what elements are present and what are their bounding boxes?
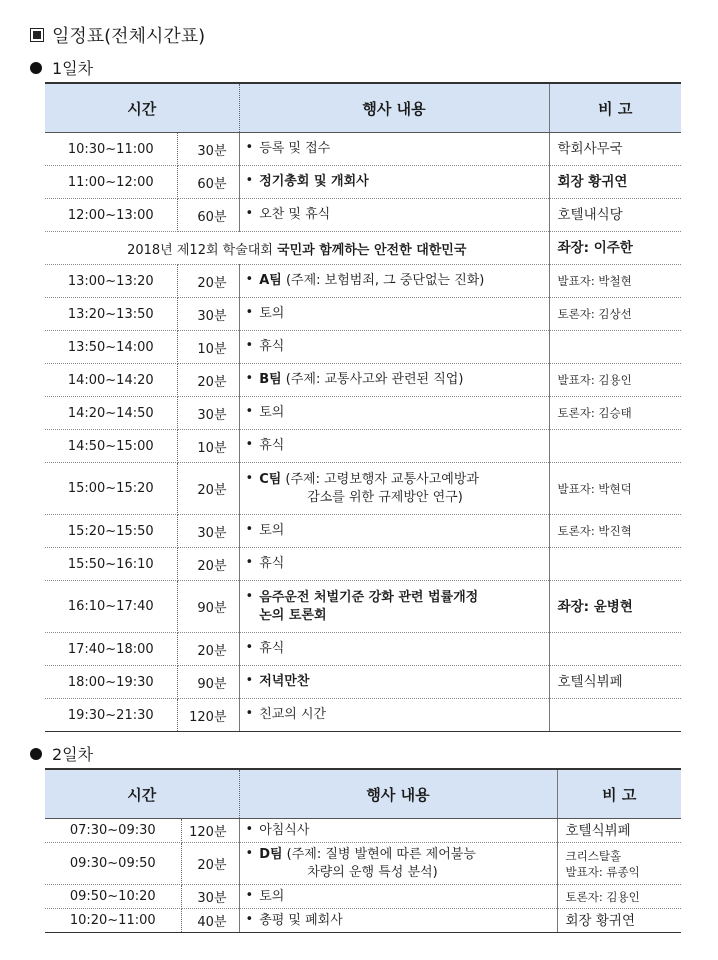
event-line <box>259 912 343 930</box>
schedule-row <box>45 298 681 331</box>
event-content <box>246 888 551 906</box>
note-cell <box>549 666 681 699</box>
note-lines <box>558 306 676 322</box>
note-cell <box>549 199 681 232</box>
event-content <box>246 404 543 422</box>
event-cell <box>239 397 549 430</box>
event-content <box>246 140 543 158</box>
event-lines <box>259 437 284 455</box>
day1-label: 1일차 <box>52 59 94 78</box>
duration-cell: 120분 <box>181 819 239 843</box>
event-text: (주제: 고령보행자 교통사고예방과 <box>281 471 479 487</box>
event-cell <box>239 364 549 397</box>
bullet-icon: • <box>245 640 254 655</box>
schedule-row <box>45 364 681 397</box>
duration-cell: 20분 <box>177 463 239 515</box>
event-lines <box>259 912 343 930</box>
note-lines <box>558 599 676 615</box>
note-cell <box>549 581 681 633</box>
bullet-icon: • <box>245 821 254 837</box>
square-bullet-icon <box>30 28 44 42</box>
note-text: 토론자: 김승태 <box>557 406 632 420</box>
note-cell <box>557 819 681 843</box>
note-cell <box>549 430 681 463</box>
duration-cell: 20분 <box>177 364 239 397</box>
bullet-icon: • <box>245 173 254 188</box>
time-cell: 14:20~14:50 <box>45 397 177 430</box>
duration-cell: 20분 <box>177 633 239 666</box>
event-content <box>246 371 543 389</box>
event-line <box>259 437 284 455</box>
event-lines <box>259 371 463 389</box>
event-cell <box>239 581 549 633</box>
day2-heading <box>30 742 93 765</box>
bullet-icon: • <box>245 911 254 927</box>
duration-cell: 30분 <box>177 515 239 548</box>
event-cell <box>239 666 549 699</box>
note-cell <box>549 699 681 732</box>
event-line <box>259 846 476 864</box>
event-content <box>246 305 543 323</box>
session-title-theme: 국민과 함께하는 안전한 대한민국 <box>277 242 467 258</box>
event-lines <box>259 846 476 882</box>
event-text: 아침식사 <box>259 822 310 838</box>
bullet-icon: • <box>245 522 254 537</box>
time-cell: 10:20~11:00 <box>45 909 181 933</box>
event-content <box>246 912 551 930</box>
event-content <box>246 338 543 356</box>
event-line <box>259 471 479 489</box>
team-label: D팀 <box>259 846 283 862</box>
event-lines <box>259 589 478 625</box>
event-cell <box>239 430 549 463</box>
event-lines <box>259 140 330 158</box>
event-content <box>246 272 543 290</box>
note-cell <box>549 397 681 430</box>
note-lines <box>566 823 676 839</box>
note-lines <box>558 141 676 157</box>
note-text: 회장 황귀연 <box>557 174 628 190</box>
duration-cell: 30분 <box>177 133 239 166</box>
note-lines <box>558 240 676 256</box>
time-cell: 18:00~19:30 <box>45 666 177 699</box>
time-cell: 14:00~14:20 <box>45 364 177 397</box>
time-cell: 17:40~18:00 <box>45 633 177 666</box>
event-lines <box>259 305 284 323</box>
note-lines <box>566 913 676 929</box>
event-line <box>259 272 484 290</box>
event-content <box>246 471 543 507</box>
note-text: 발표자: 박현덕 <box>557 481 632 496</box>
header-event: 행사 내용 <box>239 83 549 133</box>
duration-cell: 40분 <box>181 909 239 933</box>
event-text: 정기총회 및 개회사 <box>259 174 369 189</box>
team-label: A팀 <box>259 273 282 288</box>
bullet-icon: • <box>245 437 254 452</box>
note-text: 좌장: 이주한 <box>557 240 633 256</box>
note-cell <box>549 331 681 364</box>
duration-cell: 10분 <box>177 430 239 463</box>
event-text: (주제: 보험범죄, 그 중단없는 진화) <box>281 273 485 288</box>
event-text: 음주운전 처벌기준 강화 관련 법률개정 <box>259 589 479 605</box>
event-lines <box>259 706 326 724</box>
note-text: 토론자: 김상선 <box>557 307 632 321</box>
schedule-row <box>45 232 681 265</box>
duration-cell: 60분 <box>177 199 239 232</box>
event-content <box>246 206 543 224</box>
event-line <box>259 888 284 906</box>
header-note: 비 고 <box>557 769 681 819</box>
circle-bullet-icon <box>30 62 42 74</box>
note-lines <box>566 848 676 880</box>
event-line <box>259 305 284 323</box>
note-cell <box>549 548 681 581</box>
duration-cell: 90분 <box>177 666 239 699</box>
event-lines <box>259 555 284 573</box>
note-text: 크리스탈홀 <box>565 848 622 863</box>
day1-schedule-table <box>45 82 681 732</box>
note-cell <box>549 515 681 548</box>
event-cell <box>239 885 557 909</box>
event-line <box>259 173 369 191</box>
event-cell <box>239 199 549 232</box>
note-text: 호텔식뷔페 <box>557 674 623 690</box>
day1-heading <box>30 56 93 79</box>
time-cell: 14:50~15:00 <box>45 430 177 463</box>
event-lines <box>259 173 369 191</box>
bullet-icon: • <box>245 371 254 386</box>
day2-schedule-table <box>45 768 681 933</box>
note-lines <box>558 207 676 223</box>
note-lines <box>566 889 676 905</box>
event-lines <box>259 471 479 507</box>
event-cell <box>239 265 549 298</box>
time-cell: 15:50~16:10 <box>45 548 177 581</box>
note-text: 토론자: 김용인 <box>565 889 640 904</box>
bullet-icon: • <box>245 140 254 155</box>
schedule-row <box>45 515 681 548</box>
event-content <box>246 706 543 724</box>
note-text: 회장 황귀연 <box>565 912 636 929</box>
note-lines <box>558 405 676 421</box>
event-lines <box>259 522 284 540</box>
page-title-text: 일정표(전체시간표) <box>52 26 206 47</box>
bullet-icon: • <box>245 470 254 486</box>
event-lines <box>259 338 284 356</box>
time-cell: 09:30~09:50 <box>45 843 181 885</box>
event-text: 토의 <box>259 306 285 321</box>
event-lines <box>259 404 284 422</box>
event-line <box>259 706 326 724</box>
time-cell: 15:20~15:50 <box>45 515 177 548</box>
time-cell: 15:00~15:20 <box>45 463 177 515</box>
event-line <box>259 140 330 158</box>
event-text: 오찬 및 휴식 <box>259 207 331 222</box>
session-title-prefix: 2018년 제12회 학술대회 <box>127 242 278 258</box>
event-content <box>246 522 543 540</box>
note-cell <box>557 843 681 885</box>
event-content <box>246 640 543 658</box>
bullet-icon: • <box>245 588 254 604</box>
header-time: 시간 <box>45 769 239 819</box>
note-lines <box>558 273 676 289</box>
note-lines <box>558 674 676 690</box>
event-line <box>259 555 284 573</box>
schedule-row <box>45 909 681 933</box>
note-cell <box>549 298 681 331</box>
schedule-row <box>45 885 681 909</box>
team-label: C팀 <box>259 471 282 487</box>
time-cell: 13:50~14:00 <box>45 331 177 364</box>
header-time: 시간 <box>45 83 239 133</box>
bullet-icon: • <box>245 673 254 688</box>
bullet-icon: • <box>245 887 254 903</box>
day2-label: 2일차 <box>52 745 94 764</box>
duration-cell: 20분 <box>181 843 239 885</box>
duration-cell: 90분 <box>177 581 239 633</box>
bullet-icon: • <box>245 206 254 221</box>
note-text: 학회사무국 <box>557 141 623 157</box>
bullet-icon: • <box>245 706 254 721</box>
duration-cell: 20분 <box>177 265 239 298</box>
event-line <box>259 673 309 691</box>
note-cell <box>549 133 681 166</box>
event-cell <box>239 331 549 364</box>
note-cell <box>557 909 681 933</box>
note-cell <box>549 633 681 666</box>
schedule-row <box>45 397 681 430</box>
time-cell: 16:10~17:40 <box>45 581 177 633</box>
header-event: 행사 내용 <box>239 769 557 819</box>
event-content <box>246 673 543 691</box>
event-content <box>246 846 551 882</box>
event-content <box>246 822 551 840</box>
time-cell: 19:30~21:30 <box>45 699 177 732</box>
header-note: 비 고 <box>549 83 681 133</box>
event-lines <box>259 888 284 906</box>
page-title <box>30 22 205 48</box>
event-text: 토의 <box>259 405 285 420</box>
event-lines <box>259 206 330 224</box>
schedule-row <box>45 331 681 364</box>
note-cell <box>549 463 681 515</box>
note-cell <box>549 364 681 397</box>
team-label: B팀 <box>259 372 282 387</box>
time-cell: 10:30~11:00 <box>45 133 177 166</box>
duration-cell: 30분 <box>177 298 239 331</box>
event-cell <box>239 819 557 843</box>
event-text: 등록 및 접수 <box>259 141 331 156</box>
event-text: 친교의 시간 <box>259 707 327 722</box>
event-text: (주제: 질병 발현에 따른 제어불능 <box>282 846 476 862</box>
note-text: 좌장: 윤병현 <box>557 598 633 615</box>
circle-bullet-icon <box>30 748 42 760</box>
note-text: 발표자: 박철현 <box>557 274 632 288</box>
duration-cell: 60분 <box>177 166 239 199</box>
note-text-2: 발표자: 류종익 <box>565 864 640 879</box>
note-cell <box>549 232 681 265</box>
schedule-row <box>45 463 681 515</box>
time-cell: 09:50~10:20 <box>45 885 181 909</box>
bullet-icon: • <box>245 272 254 287</box>
event-cell <box>239 298 549 331</box>
event-line-2: 논의 토론회 <box>259 607 327 623</box>
event-text: 토의 <box>259 888 285 904</box>
duration-cell: 30분 <box>181 885 239 909</box>
event-text: 총평 및 폐회사 <box>259 912 343 928</box>
event-lines <box>259 822 309 840</box>
event-line <box>259 522 284 540</box>
bullet-icon: • <box>245 555 254 570</box>
schedule-row <box>45 633 681 666</box>
event-cell <box>239 463 549 515</box>
event-line <box>259 404 284 422</box>
note-text: 호텔식뷔페 <box>565 822 631 839</box>
note-cell <box>557 885 681 909</box>
schedule-row <box>45 133 681 166</box>
time-cell: 13:00~13:20 <box>45 265 177 298</box>
note-cell <box>549 166 681 199</box>
event-cell <box>239 909 557 933</box>
schedule-row <box>45 666 681 699</box>
note-lines <box>558 372 676 388</box>
event-content <box>246 589 543 625</box>
event-cell <box>239 548 549 581</box>
bullet-icon: • <box>245 845 254 861</box>
event-lines <box>259 673 309 691</box>
event-cell <box>239 843 557 885</box>
note-text: 호텔내식당 <box>557 207 623 223</box>
schedule-row <box>45 166 681 199</box>
schedule-row <box>45 699 681 732</box>
time-cell: 12:00~13:00 <box>45 199 177 232</box>
event-text: (주제: 교통사고와 관련된 직업) <box>281 372 464 387</box>
duration-cell: 20분 <box>177 548 239 581</box>
session-title-cell <box>45 232 549 265</box>
schedule-row <box>45 199 681 232</box>
duration-cell: 120분 <box>177 699 239 732</box>
event-lines <box>259 640 284 658</box>
event-text: 토의 <box>259 523 285 538</box>
event-line <box>259 640 284 658</box>
note-lines <box>558 481 676 497</box>
event-cell <box>239 515 549 548</box>
schedule-row <box>45 548 681 581</box>
bullet-icon: • <box>245 338 254 353</box>
schedule-row <box>45 843 681 885</box>
bullet-icon: • <box>245 305 254 320</box>
schedule-row <box>45 430 681 463</box>
event-line <box>259 589 478 607</box>
event-text: 휴식 <box>259 556 285 571</box>
event-line <box>259 338 284 356</box>
note-lines <box>558 523 676 539</box>
event-cell <box>239 133 549 166</box>
event-text: 휴식 <box>259 438 285 453</box>
event-line-2: 감소를 위한 규제방안 연구) <box>307 489 463 505</box>
note-text: 발표자: 김용인 <box>557 373 632 387</box>
event-cell <box>239 699 549 732</box>
time-cell: 11:00~12:00 <box>45 166 177 199</box>
bullet-icon: • <box>245 404 254 419</box>
schedule-row <box>45 265 681 298</box>
time-cell: 13:20~13:50 <box>45 298 177 331</box>
event-cell <box>239 166 549 199</box>
event-line <box>259 206 330 224</box>
event-content <box>246 555 543 573</box>
event-line <box>259 371 463 389</box>
schedule-row <box>45 581 681 633</box>
note-text: 토론자: 박진혁 <box>557 524 632 538</box>
note-lines <box>558 174 676 190</box>
duration-cell: 30분 <box>177 397 239 430</box>
duration-cell: 10분 <box>177 331 239 364</box>
event-lines <box>259 272 484 290</box>
event-content <box>246 173 543 191</box>
schedule-row <box>45 819 681 843</box>
event-text: 휴식 <box>259 641 285 656</box>
time-cell: 07:30~09:30 <box>45 819 181 843</box>
event-content <box>246 437 543 455</box>
event-text: 휴식 <box>259 339 285 354</box>
event-text: 저녁만찬 <box>259 674 310 689</box>
event-line <box>259 822 309 840</box>
note-cell <box>549 265 681 298</box>
event-line-2: 차량의 운행 특성 분석) <box>307 864 438 880</box>
event-cell <box>239 633 549 666</box>
